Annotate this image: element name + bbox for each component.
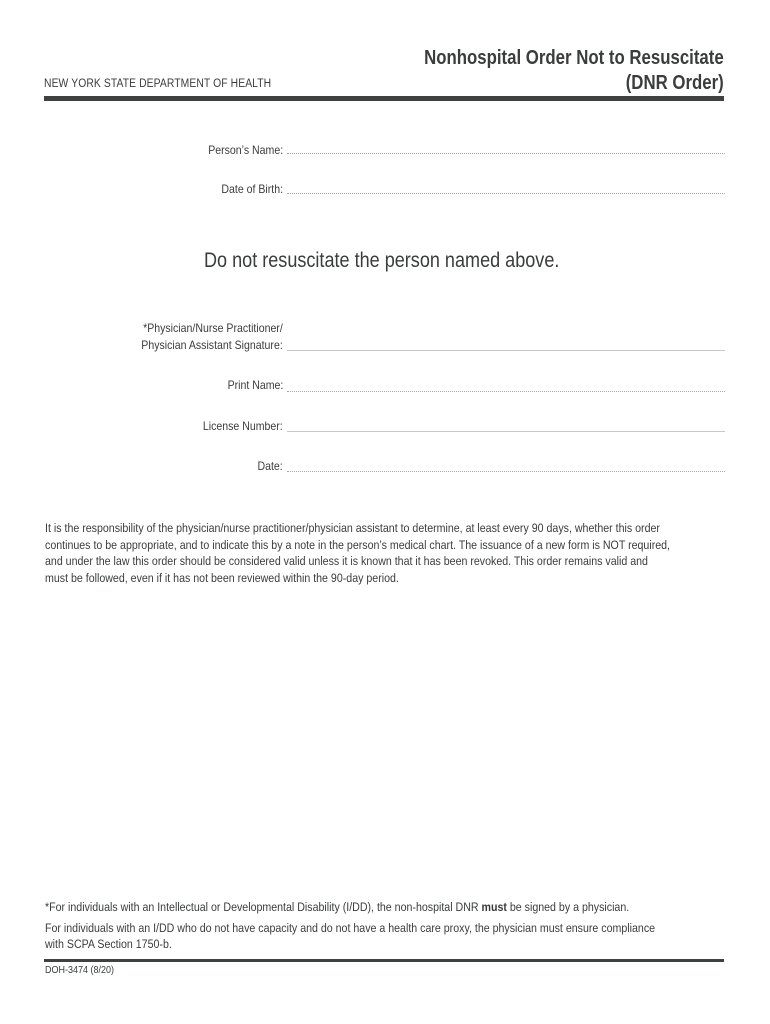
date-field[interactable] bbox=[287, 471, 725, 472]
persons-name-field[interactable] bbox=[287, 153, 725, 154]
paragraph-line: and under the law this order should be considered valid unless it is known that it has been revoked. This order remains valid and bbox=[45, 554, 648, 568]
license-number-field[interactable] bbox=[287, 431, 725, 432]
footnote-text: be signed by a physician. bbox=[506, 900, 630, 914]
paragraph-line: continues to be appropriate, and to indicate this by a note in the person’s medical chart. The issuance of a new form is NOT required, bbox=[45, 537, 671, 552]
header-rule bbox=[44, 96, 724, 101]
paragraph-line: It is the responsibility of the physician/nurse practitioner/physician assistant to determine, at least every 90 days, whether this order bbox=[45, 521, 660, 535]
print-name-field[interactable] bbox=[287, 391, 725, 392]
idd-footnote bbox=[45, 899, 725, 953]
dnr-statement: Do not resuscitate the person named above. bbox=[204, 249, 560, 272]
department-name: NEW YORK STATE DEPARTMENT OF HEALTH bbox=[44, 78, 272, 90]
footnote-line1 bbox=[45, 899, 725, 916]
responsibility-paragraph bbox=[45, 520, 725, 586]
date-label: Date: bbox=[257, 459, 283, 473]
footnote-emphasis: must bbox=[481, 900, 507, 914]
persons-name-label: Person’s Name: bbox=[208, 143, 283, 157]
print-name-label: Print Name: bbox=[227, 378, 283, 392]
paragraph-line: must be followed, even if it has not been reviewed within the 90-day period. bbox=[45, 570, 399, 585]
signature-label-line1: *Physician/Nurse Practitioner/ bbox=[143, 321, 283, 335]
signature-label bbox=[142, 320, 283, 354]
footer-rule bbox=[44, 959, 724, 962]
form-title-line2: (DNR Order) bbox=[625, 72, 724, 94]
date-of-birth-field[interactable] bbox=[287, 193, 725, 194]
form-title bbox=[424, 46, 724, 96]
date-of-birth-label: Date of Birth: bbox=[221, 182, 283, 196]
form-title-line1: Nonhospital Order Not to Resuscitate bbox=[424, 47, 724, 69]
footnote-line3: with SCPA Section 1750-b. bbox=[45, 937, 172, 951]
license-number-label: License Number: bbox=[203, 419, 283, 433]
signature-field[interactable] bbox=[287, 350, 725, 351]
signature-label-line2: Physician Assistant Signature: bbox=[141, 338, 283, 352]
footnote-line2: For individuals with an I/DD who do not have capacity and do not have a health care proxy, the physician must ensure compliance bbox=[45, 920, 656, 935]
footnote-text: *For individuals with an Intellectual or Developmental Disability (I/DD), the non-hospital DNR bbox=[45, 900, 482, 914]
form-code: DOH-3474 (8/20) bbox=[45, 965, 115, 976]
